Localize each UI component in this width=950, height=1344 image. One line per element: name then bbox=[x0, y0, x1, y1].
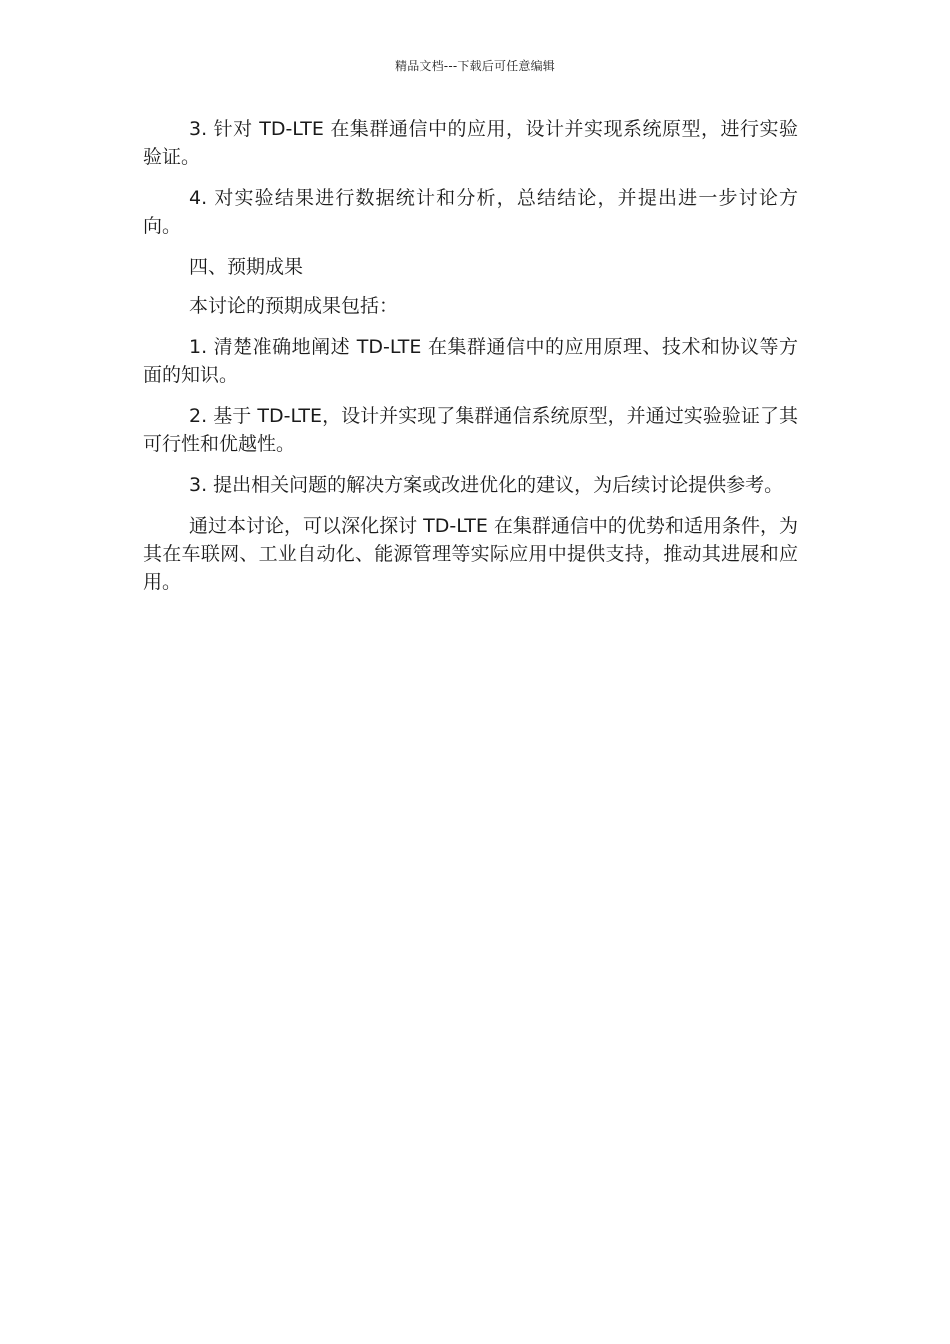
paragraph-item-4: 4. 对实验结果进行数据统计和分析，总结结论，并提出进一步讨论方向。 bbox=[143, 187, 798, 237]
page-header: 精品文档---下载后可任意编辑 bbox=[395, 59, 555, 73]
conclusion-paragraph: 通过本讨论，可以深化探讨 TD-LTE 在集群通信中的优势和适用条件，为其在车联网、工业自动化、能源管理等实际应用中提供支持，推动其进展和应用。 bbox=[143, 515, 798, 593]
outcome-item-2: 2. 基于 TD-LTE，设计并实现了集群通信系统原型，并通过实验验证了其可行性和优越性。 bbox=[143, 405, 798, 455]
document-body bbox=[143, 115, 798, 609]
section-heading: 四、预期成果 bbox=[189, 256, 304, 278]
outcome-item-3: 3. 提出相关问题的解决方案或改进优化的建议，为后续讨论提供参考。 bbox=[189, 474, 784, 496]
section-intro: 本讨论的预期成果包括： bbox=[189, 295, 399, 317]
outcome-item-1: 1. 清楚准确地阐述 TD-LTE 在集群通信中的应用原理、技术和协议等方面的知识。 bbox=[143, 336, 798, 386]
paragraph-item-3: 3. 针对 TD-LTE 在集群通信中的应用，设计并实现系统原型，进行实验验证。 bbox=[143, 118, 798, 168]
